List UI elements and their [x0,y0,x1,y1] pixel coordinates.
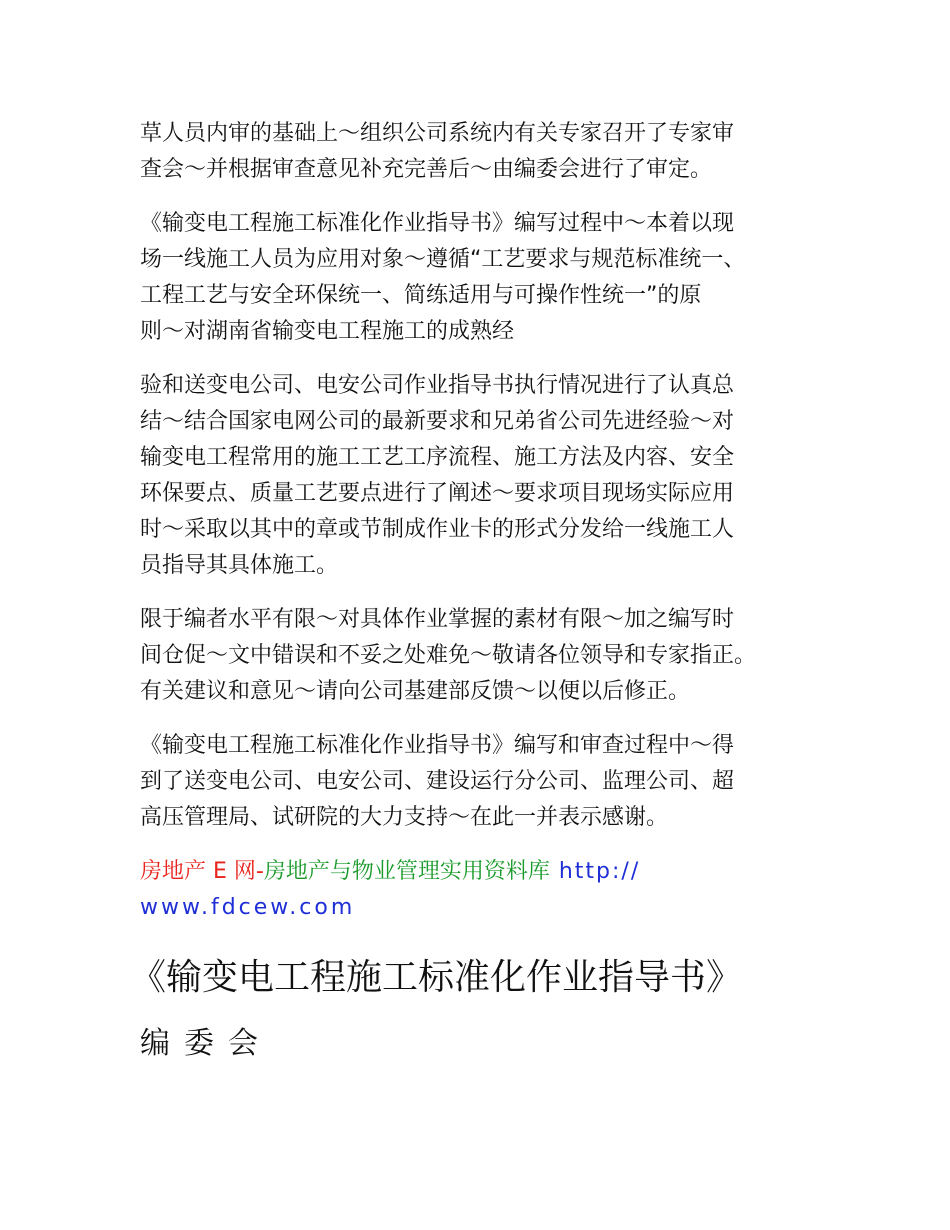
paragraph-1 [140,116,734,188]
site-link-block [140,854,640,926]
editorial-board-heading: 编委会 [140,1026,272,1061]
text-line: 草人员内审的基础上～组织公司系统内有关专家召开了专家审 [140,121,735,146]
site-link-line [140,854,640,890]
text-line: 输变电工程常用的施工工艺工序流程、施工方法及内容、安全 [140,445,735,470]
text-line: 环保要点、质量工艺要点进行了阐述～要求项目现场实际应用 [140,481,735,506]
text-line: 《输变电工程施工标准化作业指导书》编写和审查过程中～得 [140,733,735,758]
text-line: 结～结合国家电网公司的最新要求和兄弟省公司先进经验～对 [140,409,735,434]
text-line: 限于编者水平有限～对具体作业掌握的素材有限～加之编写时 [140,607,735,632]
paragraph-3 [140,368,734,584]
site-link-line [140,890,640,926]
text-line: 《输变电工程施工标准化作业指导书》编写过程中～本着以现 [140,211,735,236]
paragraph-2 [140,206,745,350]
text-line: 验和送变电公司、电安公司作业指导书执行情况进行了认真总 [140,373,735,398]
site-description[interactable]: 房地产与物业管理实用资料库 [263,859,550,884]
site-url-part1[interactable]: http:// [549,859,641,884]
document-title: 《输变电工程施工标准化作业指导书》 [130,957,743,998]
text-line: 时～采取以其中的章或节制成作业卡的形式分发给一线施工人 [140,517,735,542]
paragraph-5 [140,728,734,836]
paragraph-4 [140,602,756,710]
text-line: 间仓促～文中错误和不妥之处难免～敬请各位领导和专家指正。 [140,643,757,668]
site-name[interactable]: 房地产 E 网 [140,859,256,884]
text-line: 有关建议和意见～请向公司基建部反馈～以便以后修正。 [140,679,691,704]
site-url-part2[interactable]: www.fdcew.com [140,895,356,920]
separator: - [255,859,264,884]
text-line: 则～对湖南省输变电工程施工的成熟经 [140,319,515,344]
text-line: 查会～并根据审查意见补充完善后～由编委会进行了审定。 [140,157,713,182]
text-line: 员指导其具体施工。 [140,553,339,578]
text-line: 到了送变电公司、电安公司、建设运行分公司、监理公司、超 [140,769,735,794]
text-line: 场一线施工人员为应用对象～遵循“工艺要求与规范标准统一、 [140,247,746,272]
text-line: 高压管理局、试研院的大力支持～在此一并表示感谢。 [140,805,669,830]
text-line: 工程工艺与安全环保统一、简练适用与可操作性统一”的原 [140,283,702,308]
